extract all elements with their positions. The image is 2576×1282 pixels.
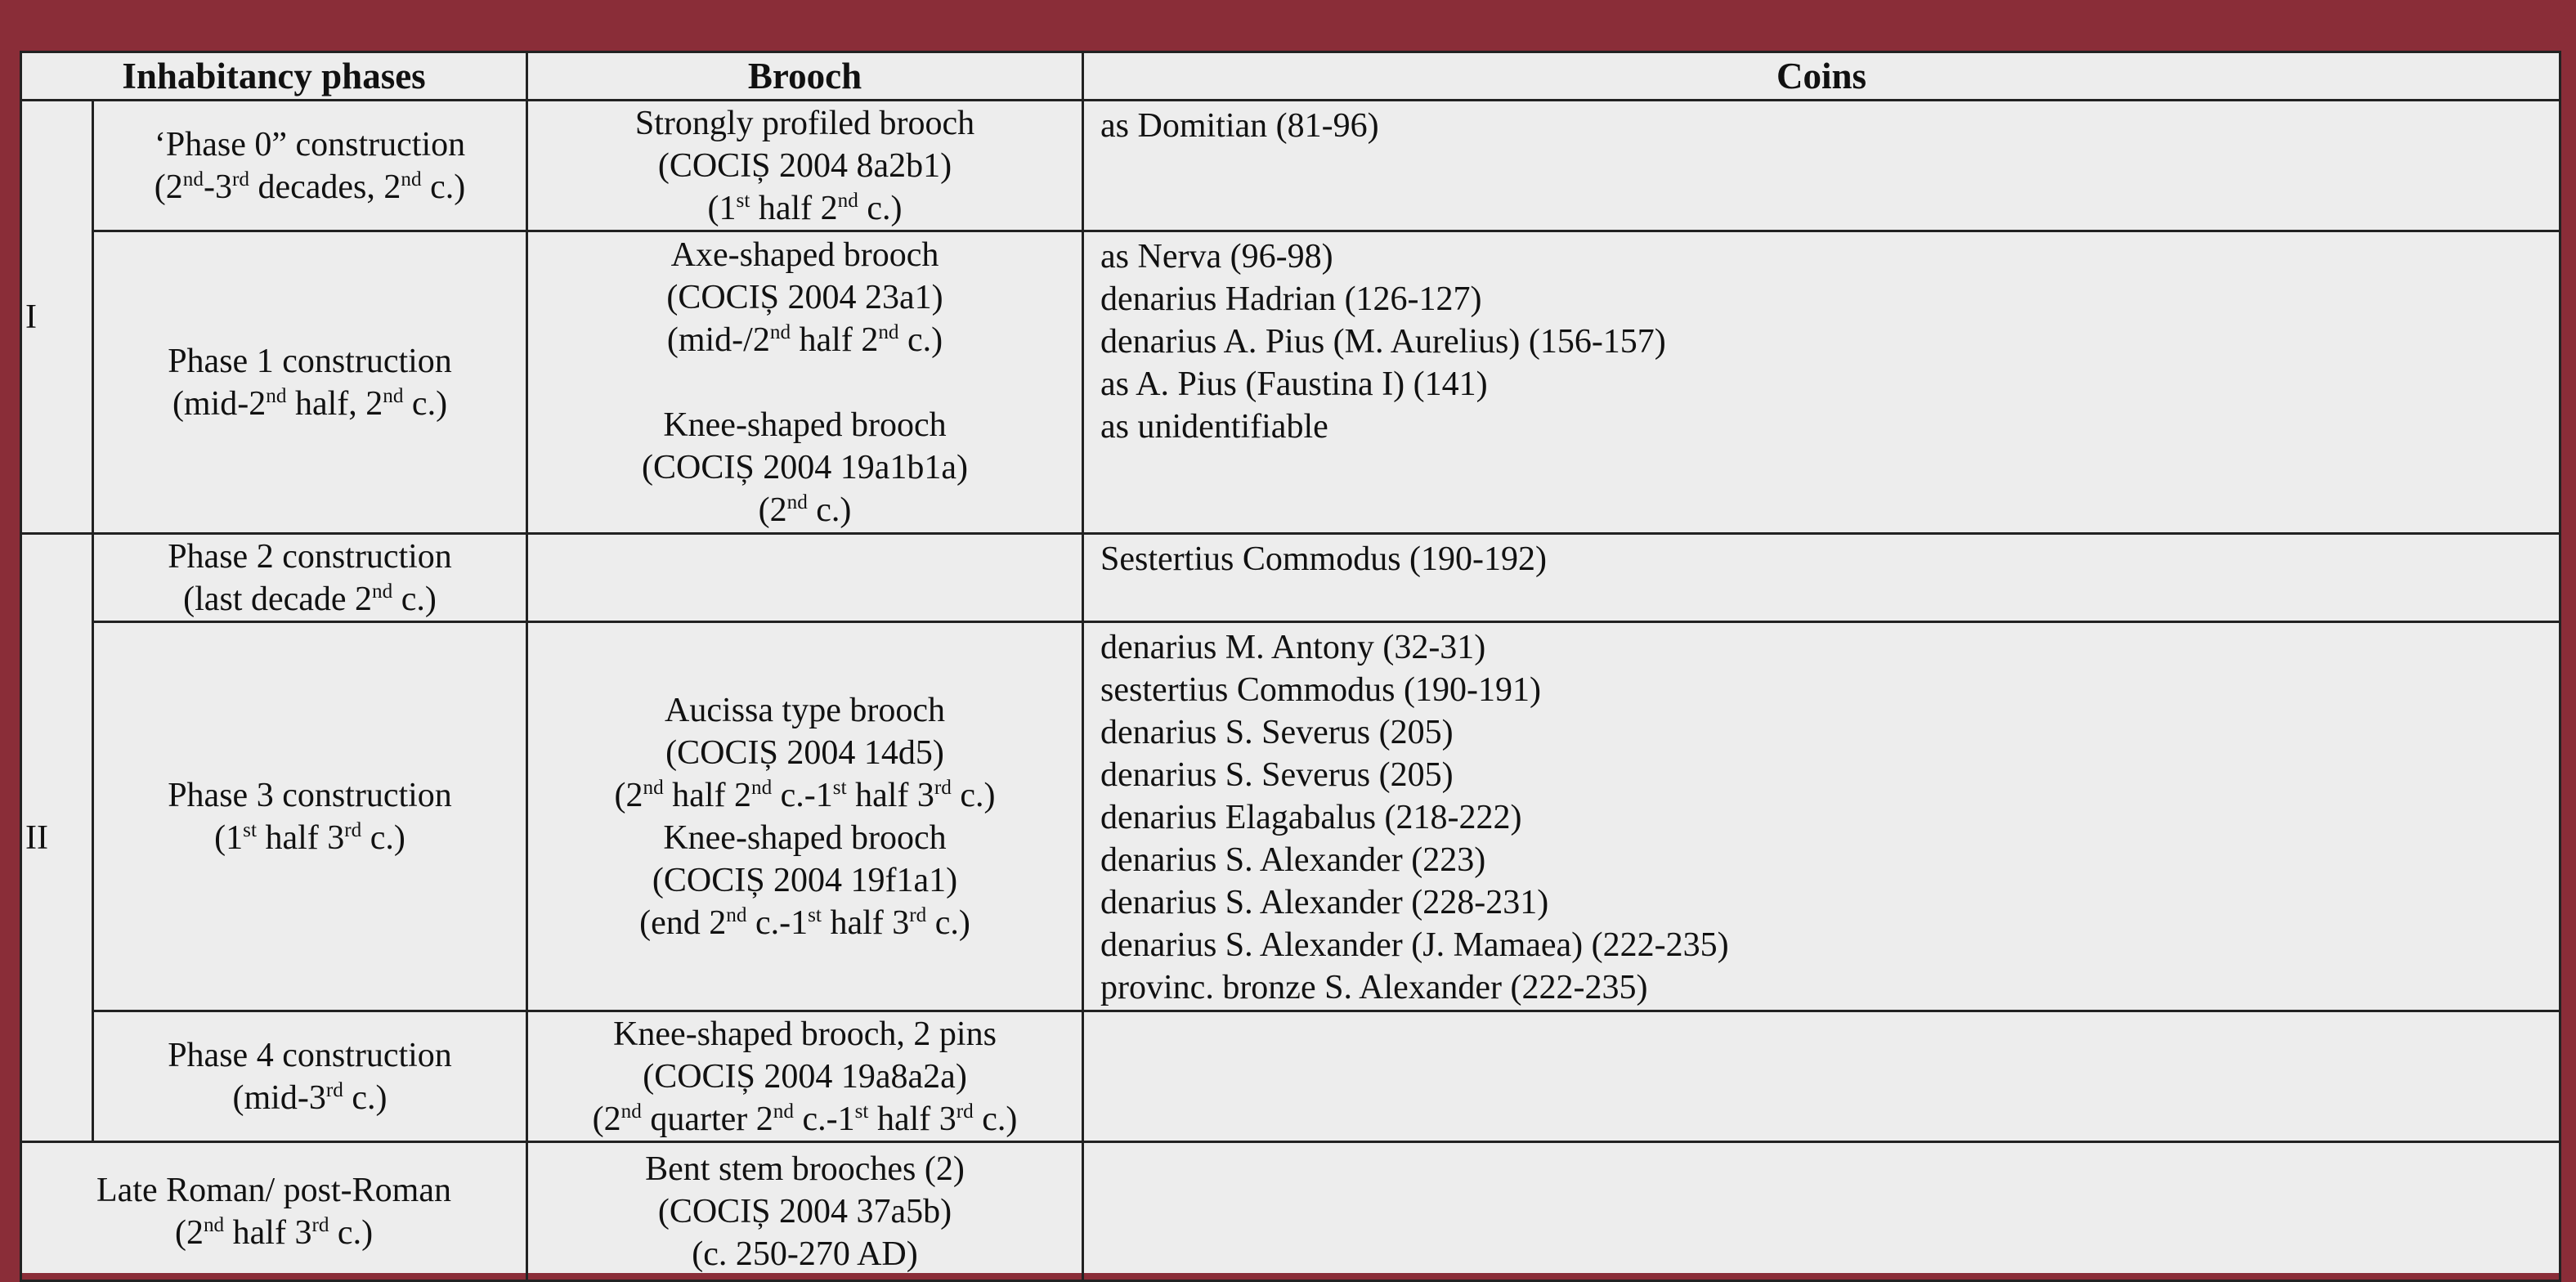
table-row	[21, 1011, 2560, 1142]
table-row	[21, 231, 2560, 534]
brooch-line: (1st half 2nd c.)	[707, 189, 903, 227]
brooch-cell	[527, 534, 1083, 622]
phase-cell	[93, 231, 527, 534]
brooch-line: (end 2nd c.-1st half 3rd c.)	[639, 903, 970, 942]
phase-line: Phase 3 construction	[168, 776, 452, 814]
coins-line: denarius S. Severus (205)	[1100, 756, 1454, 794]
coins-cell	[1083, 101, 2560, 231]
brooch-line: (COCIȘ 2004 14d5)	[665, 733, 944, 772]
coins-cell	[1083, 622, 2560, 1011]
coins-cell	[1083, 534, 2560, 622]
brooch-line: (mid-/2nd half 2nd c.)	[666, 320, 943, 359]
header-row	[21, 52, 2560, 101]
header-phases: Inhabitancy phases	[21, 52, 527, 101]
document-page	[20, 51, 2559, 1273]
phase-line: Phase 4 construction	[168, 1036, 452, 1074]
coins-line: denarius S. Severus (205)	[1100, 714, 1454, 751]
phase-cell	[93, 1011, 527, 1142]
group-label-ii: II	[21, 534, 93, 1142]
phase-line: ‘Phase 0” construction	[154, 125, 466, 164]
coins-line: denarius Hadrian (126-127)	[1100, 280, 1482, 318]
coins-line: as Domitian (81-96)	[1100, 107, 1379, 145]
phase-line: (2nd half 3rd c.)	[174, 1213, 374, 1252]
brooch-cell	[527, 1142, 1083, 1281]
phase-line: (mid-3rd c.)	[232, 1078, 388, 1117]
group-label-i: I	[21, 101, 93, 534]
brooch-line: (2nd quarter 2nd c.-1st half 3rd c.)	[592, 1100, 1018, 1138]
brooch-cell	[527, 101, 1083, 231]
brooch-line: (COCIȘ 2004 19a8a2a)	[643, 1057, 967, 1096]
coins-line: denarius Elagabalus (218-222)	[1100, 799, 1522, 836]
phase-line: (2nd-3rd decades, 2nd c.)	[154, 168, 466, 206]
brooch-line: Bent stem brooches (2)	[645, 1150, 965, 1188]
coins-line: provinc. bronze S. Alexander (222-235)	[1100, 969, 1648, 1006]
phase-cell	[93, 622, 527, 1011]
brooch-line: Knee-shaped brooch	[663, 406, 947, 444]
coins-line: denarius S. Alexander (J. Mamaea) (222-235)	[1100, 926, 1729, 964]
coins-line: Sestertius Commodus (190-192)	[1100, 540, 1547, 578]
header-brooch: Brooch	[527, 52, 1083, 101]
coins-cell	[1083, 1142, 2560, 1281]
phase-line: (last decade 2nd c.)	[183, 580, 437, 618]
coins-line: denarius A. Pius (M. Aurelius) (156-157)	[1100, 323, 1666, 361]
brooch-line	[528, 361, 1082, 404]
brooch-line: (COCIȘ 2004 23a1)	[666, 278, 943, 316]
brooch-line: (2nd half 2nd c.-1st half 3rd c.)	[614, 776, 996, 814]
coins-line: as Nerva (96-98)	[1100, 238, 1333, 276]
coins-line: as unidentifiable	[1100, 408, 1328, 446]
coins-cell	[1083, 231, 2560, 534]
phase-line: (mid-2nd half, 2nd c.)	[172, 384, 448, 423]
brooch-cell	[527, 231, 1083, 534]
phase-line: (1st half 3rd c.)	[214, 818, 405, 857]
coins-line: sestertius Commodus (190-191)	[1100, 671, 1541, 709]
phase-line: Late Roman/ post-Roman	[96, 1171, 451, 1209]
phase-cell	[93, 534, 527, 622]
brooch-line: (c. 250-270 AD)	[692, 1235, 918, 1273]
brooch-line: Aucissa type brooch	[665, 691, 945, 729]
brooch-line: (COCIȘ 2004 8a2b1)	[657, 146, 952, 185]
brooch-line: Knee-shaped brooch, 2 pins	[613, 1015, 997, 1053]
coins-line: denarius S. Alexander (223)	[1100, 841, 1486, 879]
brooch-line: Axe-shaped brooch	[670, 235, 939, 274]
table-row	[21, 622, 2560, 1011]
table-row	[21, 101, 2560, 231]
coins-line: denarius M. Antony (32-31)	[1100, 629, 1486, 666]
coins-line: denarius S. Alexander (228-231)	[1100, 884, 1549, 921]
phases-table	[20, 51, 2561, 1282]
brooch-line: Strongly profiled brooch	[634, 104, 975, 142]
brooch-line: (COCIȘ 2004 19a1b1a)	[642, 448, 968, 486]
brooch-cell	[527, 622, 1083, 1011]
brooch-line: Knee-shaped brooch	[663, 818, 947, 857]
table-row	[21, 534, 2560, 622]
brooch-line: (2nd c.)	[758, 491, 852, 529]
phase-cell	[93, 101, 527, 231]
brooch-line: (COCIȘ 2004 19f1a1)	[652, 861, 958, 899]
header-coins: Coins	[1083, 52, 2560, 101]
table-row	[21, 1142, 2560, 1281]
phase-cell	[21, 1142, 527, 1281]
brooch-line: (COCIȘ 2004 37a5b)	[657, 1192, 952, 1230]
phase-line: Phase 2 construction	[168, 537, 452, 576]
coins-line: as A. Pius (Faustina I) (141)	[1100, 365, 1488, 403]
coins-cell	[1083, 1011, 2560, 1142]
phase-line: Phase 1 construction	[168, 342, 452, 380]
brooch-cell	[527, 1011, 1083, 1142]
